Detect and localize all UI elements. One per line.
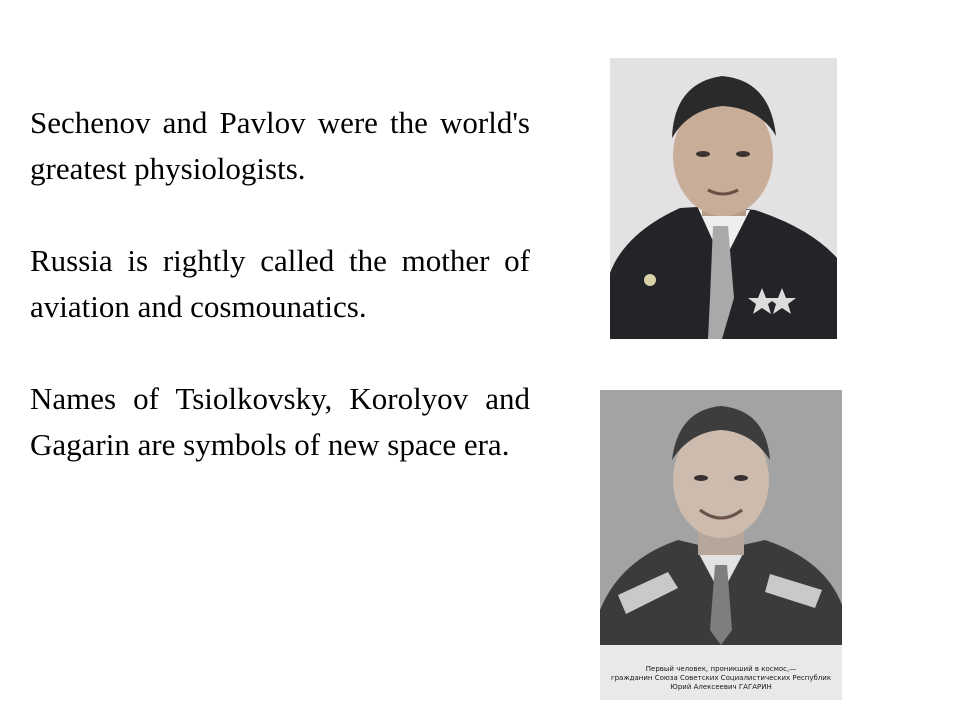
portrait-photo-gagarin [600, 390, 842, 700]
photo-caption [600, 665, 842, 692]
caption-line: Первый человек, проникший в космос,— [645, 665, 797, 673]
caption-line: гражданин Союза Советских Социалистических Республик [610, 674, 832, 682]
paragraph-physiologists: Sechenov and Pavlov were the world's greatest physiologists. [30, 105, 530, 186]
paragraph-space-era: Names of Tsiolkovsky, Korolyov and Gagarin are symbols of new space era. [30, 381, 530, 462]
text-block [30, 100, 530, 468]
portrait-photo-korolyov [610, 58, 837, 339]
caption-line: Юрий Алексеевич ГАГАРИН [670, 683, 772, 691]
portrait-illustration [600, 390, 842, 700]
portrait-illustration [610, 58, 837, 339]
paragraph-aviation: Russia is rightly called the mother of aviation and cosmounatics. [30, 243, 530, 324]
